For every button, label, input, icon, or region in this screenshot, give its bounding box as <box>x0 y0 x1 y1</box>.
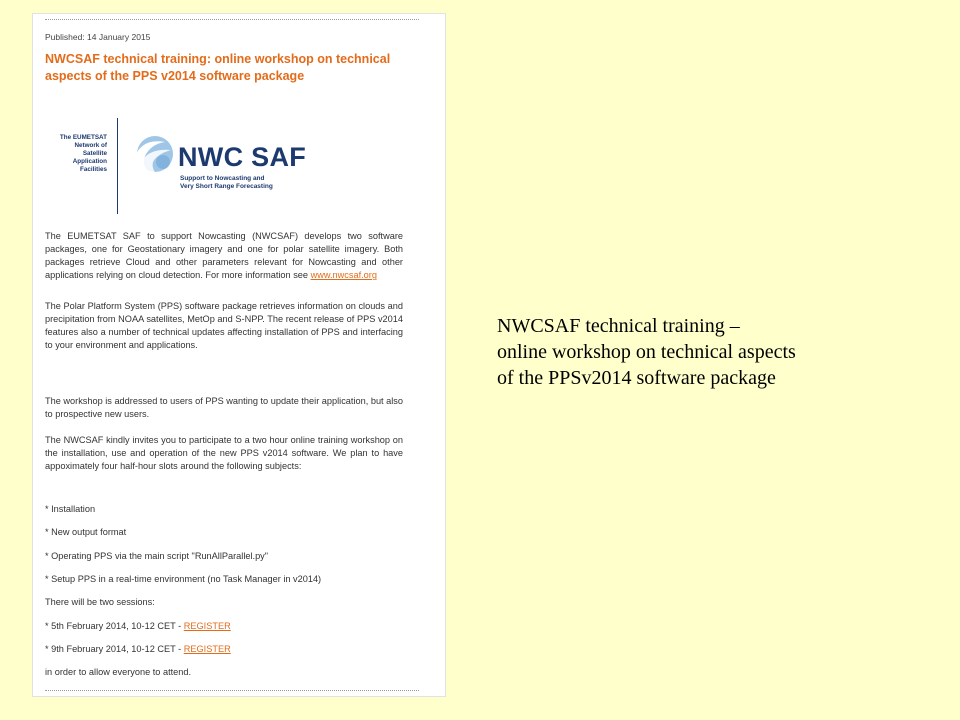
sessions-intro: There will be two sessions: <box>45 597 155 607</box>
session-item: * 5th February 2014, 10-12 CET - REGISTER <box>45 621 231 631</box>
nwc-saf-tagline: Support to Nowcasting and Very Short Range Forecasting <box>180 175 273 190</box>
slide-caption: NWCSAF technical training – online workshop on technical aspects of the PPSv2014 software package <box>497 315 796 389</box>
document-panel <box>32 13 446 697</box>
subject-item: * New output format <box>45 527 127 537</box>
article-headline: NWCSAF technical training: online workshop on technical aspects of the PPS v2014 software package <box>45 52 391 83</box>
register-link[interactable]: REGISTER <box>183 621 231 631</box>
globe-swirl-icon <box>129 132 177 180</box>
nwcsaf-link[interactable]: www.nwcsaf.org <box>310 270 377 280</box>
closing-text: in order to allow everyone to attend. <box>45 667 192 677</box>
subject-item: * Setup PPS in a real-time environment (no Task Manager in v2014) <box>45 574 322 584</box>
paragraph-audience: The workshop is addressed to users of PPS wanting to update their application, but also to prospective new users. <box>45 396 404 419</box>
paragraph-intro: The EUMETSAT SAF to support Nowcasting (NWCSAF) develops two software packages, one for Geostationary imagery and one for polar satellite imagery. Both packages retrieve Cloud and other parameters relevant for Nowcasting and other applications relying on cloud detection. For more information see www.nwcsaf.org <box>45 231 403 280</box>
logo-divider <box>117 118 118 214</box>
paragraph-invite: The NWCSAF kindly invites you to participate to a two hour online training workshop on the installation, use and operation of the new PPS v2014 software. We plan to have appoximately four half-hour slots around the following subjects: <box>45 435 403 471</box>
register-link[interactable]: REGISTER <box>183 644 231 654</box>
subject-item: * Installation <box>45 504 96 514</box>
subject-item: * Operating PPS via the main script "RunAllParallel.py" <box>45 551 269 561</box>
top-divider <box>45 19 419 20</box>
nwc-saf-title: NWC SAF <box>178 142 307 172</box>
paragraph-pps: The Polar Platform System (PPS) software package retrieves information on clouds and precipitation from NOAA satellites, MetOp and S-NPP. The recent release of PPS v2014 features also a number of technical updates affecting installation of PPS and interfacing to your environment and applications. <box>45 301 403 350</box>
session-item: * 9th February 2014, 10-12 CET - REGISTER <box>45 644 231 654</box>
eumetsat-text: The EUMETSAT Network of Satellite Application Facilities <box>59 134 107 173</box>
bottom-divider <box>45 690 419 691</box>
published-date: Published: 14 January 2015 <box>45 32 151 42</box>
